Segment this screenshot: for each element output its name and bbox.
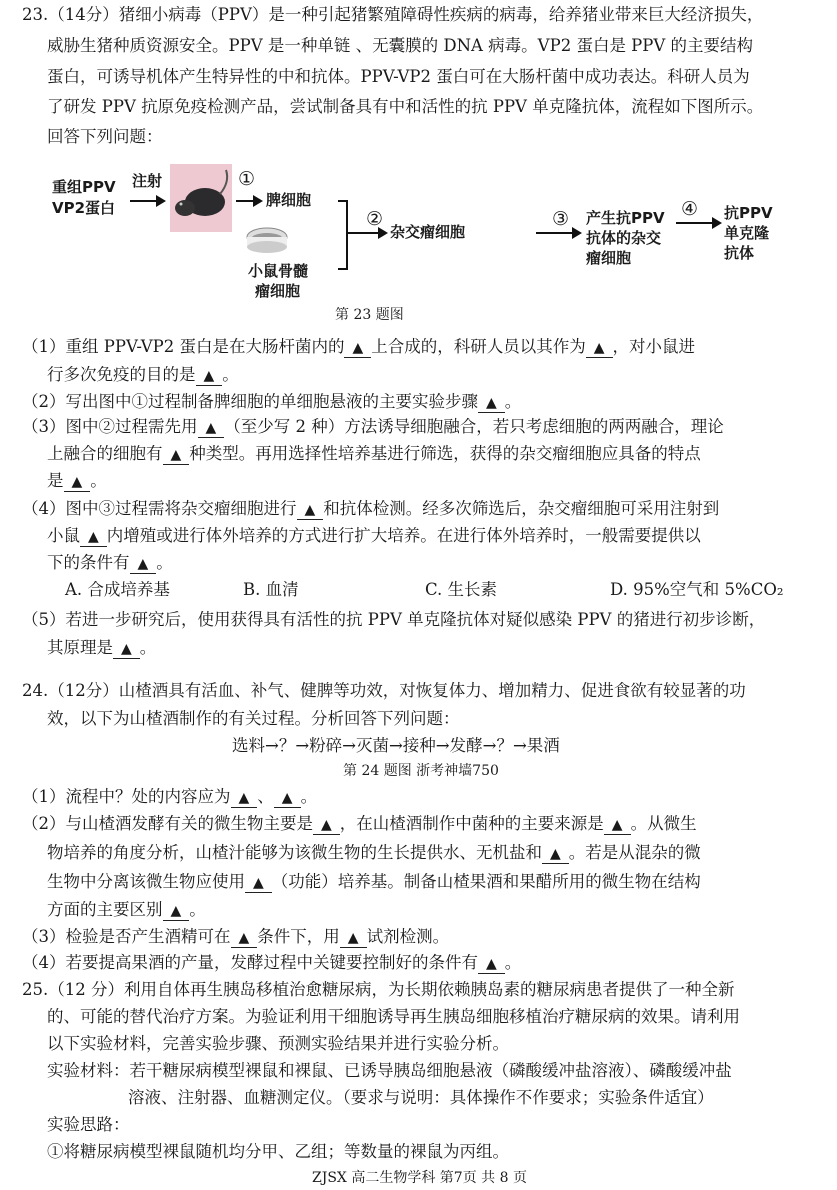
text-line: 实验材料：若干糖尿病模型裸鼠和裸鼠、已诱导胰岛细胞悬液（磷酸缓冲盐溶液）、磷酸缓冲盐 (47, 1061, 732, 1080)
answer-blank: ▲ (344, 339, 371, 358)
text-line: 的、可能的替代治疗方案。为验证利用干细胞诱导再生胰岛细胞移植治疗糖尿病的效果。请利用 (47, 1007, 740, 1026)
step-2-label: ② (366, 208, 384, 230)
answer-blank: ▲ (297, 501, 324, 520)
text-line: 其原理是 ▲ 。 (47, 638, 157, 657)
question-23-3: （3）图中②过程需先用 ▲ （至少写 2 种）方法诱导细胞融合，若只考虑细胞的两两融合，理论 (22, 417, 724, 436)
answer-blank: ▲ (586, 339, 613, 358)
question-24-3: （3）检验是否产生酒精可在 ▲ 条件下，用 ▲ 试剂检测。 (22, 927, 450, 946)
answer-blank: ▲ (478, 955, 505, 974)
text-line: 方面的主要区别 ▲ 。 (47, 900, 206, 919)
label-product-3: 抗体 (724, 244, 755, 262)
step-4-label: ④ (681, 198, 699, 220)
label-hybridoma: 杂交瘤细胞 (390, 223, 466, 241)
answer-blank: ▲ (113, 640, 140, 659)
answer-blank: ▲ (64, 473, 91, 492)
text-line: 25.（12 分）利用自体再生胰岛移植治愈糖尿病，为长期依赖胰岛素的糖尿病患者提供了一种全新 (22, 980, 735, 999)
text-line: ①将糖尿病模型裸鼠随机均分甲、乙组；等数量的裸鼠为丙组。 (47, 1142, 509, 1161)
text-line: 实验思路： (47, 1115, 130, 1134)
label-start-1: 重组PPV (52, 178, 116, 196)
arrow-step-1 (236, 200, 261, 202)
text-line: 上融合的细胞有 ▲ 种类型。再用选择性培养基进行筛选，获得的杂交瘤细胞应具备的特点 (47, 444, 701, 463)
text-line: 回答下列问题： (47, 127, 163, 146)
answer-blank: ▲ (274, 789, 301, 808)
text-line: 蛋白，可诱导机体产生特异性的中和抗体。PPV-VP2 蛋白可在大肠杆菌中成功表达。科研人员为 (47, 67, 750, 86)
page-footer: ZJSX 高二生物学科 第7页 共 8 页 (312, 1170, 527, 1186)
option-a: A. 合成培养基 (65, 580, 170, 599)
text-line: 行多次免疫的目的是 ▲ 。 (47, 365, 239, 384)
answer-blank: ▲ (163, 446, 190, 465)
question-23-1: （1）重组 PPV-VP2 蛋白是在大肠杆菌内的 ▲ 上合成的，科研人员以其作为 ▲ ，对小鼠进 (22, 337, 696, 356)
question-24-2: （2）与山楂酒发酵有关的微生物主要是 ▲ ，在山楂酒制作中菌种的主要来源是 ▲ 。从微生 (22, 814, 697, 833)
label-myeloma-2: 瘤细胞 (255, 282, 301, 300)
answer-blank: ▲ (340, 929, 367, 948)
question-24-4: （4）若要提高果酒的产量，发酵过程中关键要控制好的条件有 ▲ 。 (22, 953, 522, 972)
arrow-step-4 (676, 222, 720, 224)
question-23-5: （5）若进一步研究后，使用获得具有活性的抗 PPV 单克隆抗体对疑似感染 PPV 的猪进行初步诊断， (22, 610, 766, 629)
answer-blank: ▲ (313, 816, 340, 835)
label-inject: 注射 (132, 172, 163, 190)
question-23-4: （4）图中③过程需将杂交瘤细胞进行 ▲ 和抗体检测。经多次筛选后，杂交瘤细胞可采用注射到 (22, 499, 720, 518)
text-line: 以下实验材料，完善实验步骤、预测实验结果并进行实验分析。 (47, 1034, 509, 1053)
text-line: 了研发 PPV 抗原免疫检测产品，尝试制备具有中和活性的抗 PPV 单克隆抗体，流程如下图所示。 (47, 97, 764, 116)
answer-blank: ▲ (231, 929, 258, 948)
question-23-2: （2）写出图中①过程制备脾细胞的单细胞悬液的主要实验步骤 ▲ 。 (22, 392, 522, 411)
label-selected-3: 瘤细胞 (586, 249, 632, 267)
label-selected-1: 产生抗PPV (586, 209, 665, 227)
process-flow: 选料→？→粉碎→灭菌→接种→发酵→？→果酒 (232, 736, 560, 755)
option-d: D. 95%空气和 5%CO₂ (610, 580, 784, 599)
label-start-2: VP2蛋白 (52, 199, 116, 217)
label-product-1: 抗PPV (724, 204, 773, 222)
label-myeloma-1: 小鼠骨髓 (248, 262, 309, 280)
answer-blank: ▲ (198, 419, 225, 438)
text-line: 溶液、注射器、血糖测定仪。（要求与说明：具体操作不作要求；实验条件适宜） (128, 1088, 714, 1107)
text-line: 效，以下为山楂酒制作的有关过程。分析回答下列问题： (47, 709, 460, 728)
answer-blank: ▲ (542, 845, 569, 864)
petri-dish-icon (245, 225, 289, 255)
arrow-step-2 (346, 232, 386, 234)
label-spleen-cells: 脾细胞 (266, 191, 312, 209)
label-selected-2: 抗体的杂交 (586, 229, 662, 247)
arrow-step-3 (536, 232, 580, 234)
figure-caption: 第 24 题图 浙考神墙750 (343, 763, 499, 779)
answer-blank: ▲ (130, 555, 157, 574)
question-24-1: （1）流程中？处的内容应为 ▲ 、 ▲ 。 (22, 787, 318, 806)
figure-caption: 第 23 题图 (335, 307, 404, 323)
text-line: 24.（12分）山楂酒具有活血、补气、健脾等功效，对恢复体力、增加精力、促进食欲有较显著的功 (22, 681, 746, 700)
step-1-label: ① (238, 168, 256, 190)
label-product-2: 单克隆 (724, 224, 770, 242)
answer-blank: ▲ (245, 874, 272, 893)
text-line: 生物中分离该微生物应使用 ▲ （功能）培养基。制备山楂果酒和果醋所用的微生物在结构 (47, 872, 701, 891)
answer-blank: ▲ (196, 367, 223, 386)
answer-blank: ▲ (80, 528, 107, 547)
text-line: 物培养的角度分析，山楂汁能够为该微生物的生长提供水、无机盐和 ▲ 。若是从混杂的微 (47, 843, 701, 862)
answer-blank: ▲ (604, 816, 631, 835)
answer-blank: ▲ (163, 902, 190, 921)
option-c: C. 生长素 (425, 580, 498, 599)
arrow-inject (130, 200, 164, 202)
answer-blank: ▲ (478, 394, 505, 413)
option-b: B. 血清 (243, 580, 299, 599)
answer-blank: ▲ (231, 789, 258, 808)
text-line: 23.（14分）猪细小病毒（PPV）是一种引起猪繁殖障碍性疾病的病毒，给养猪业带来巨大经济损失， (22, 5, 764, 24)
bracket (338, 200, 348, 270)
mouse-image (170, 164, 232, 232)
text-line: 小鼠 ▲ 内增殖或进行体外培养的方式进行扩大培养。在进行体外培养时，一般需要提供以 (47, 526, 701, 545)
step-3-label: ③ (552, 208, 570, 230)
text-line: 威胁生猪种质资源安全。PPV 是一种单链 、无囊膜的 DNA 病毒。VP2 蛋白是 PPV 的主要结构 (47, 36, 754, 55)
text-line: 是 ▲ 。 (47, 471, 107, 490)
text-line: 下的条件有 ▲ 。 (47, 553, 173, 572)
